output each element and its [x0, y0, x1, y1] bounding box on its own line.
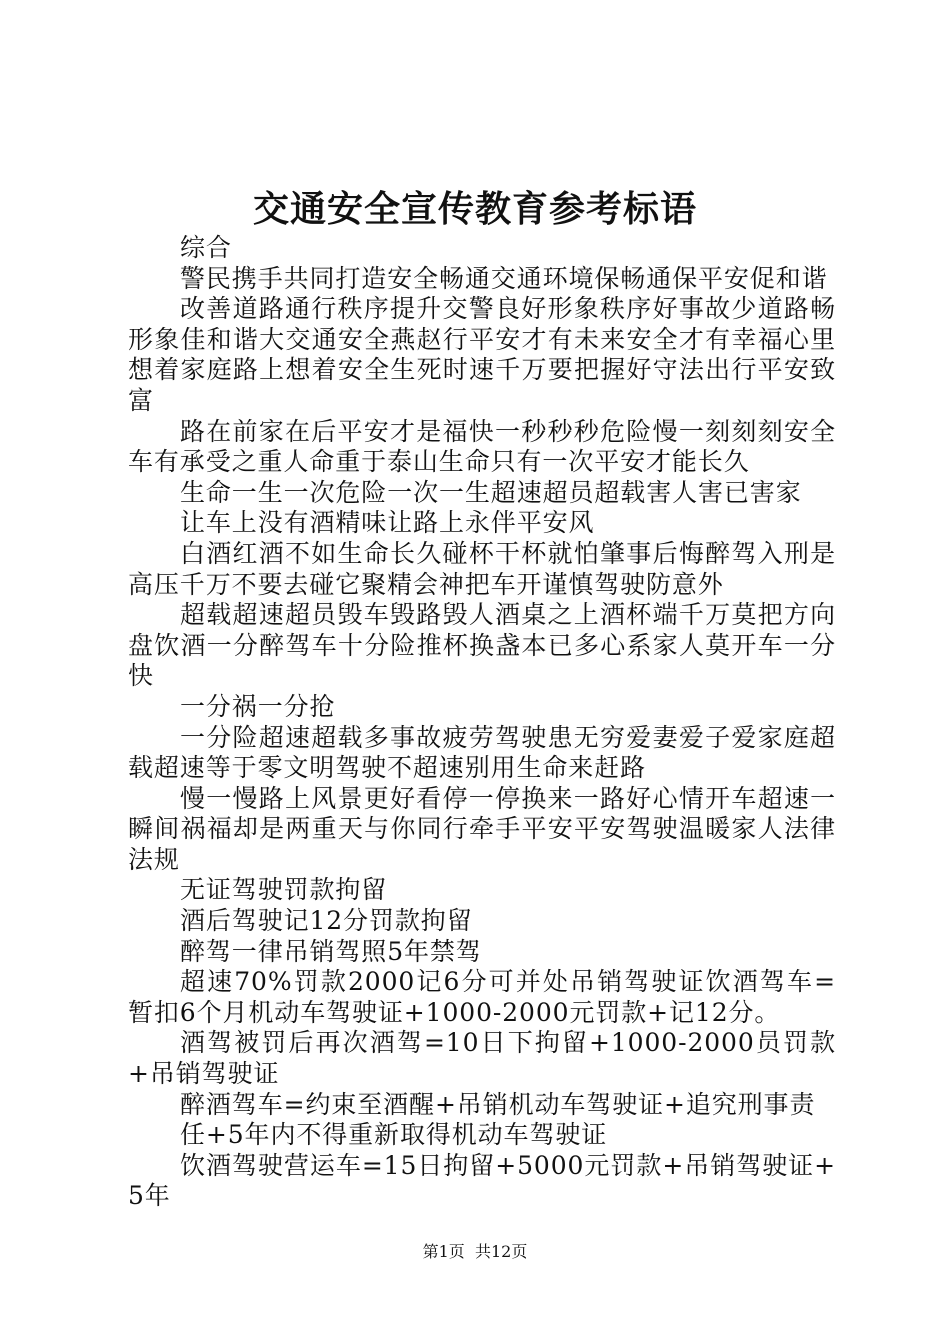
paragraph: 改善道路通行秩序提升交警良好形象秩序好事故少道路畅形象佳和谐大交通安全燕赵行平安才有未来安全才有幸福心里想着家庭路上想着安全生死时速千万要把握好守法出行平安致富	[128, 294, 836, 415]
paragraph: 酒驾被罚后再次酒驾=10日下拘留+1000-2000员罚款+吊销驾驶证	[128, 1028, 836, 1089]
page-total: 共12页	[474, 1242, 528, 1261]
paragraph: 超速70%罚款2000记6分可并处吊销驾驶证饮酒驾车=暂扣6个月机动车驾驶证+1000-2000元罚款+记12分。	[128, 967, 836, 1027]
paragraph: 让车上没有酒精味让路上永伴平安风	[180, 508, 595, 538]
paragraph: 一分险超速超载多事故疲劳驾驶患无穷爱妻爱子爱家庭超载超速等于零文明驾驶不超速别用生命来赶路	[128, 722, 836, 783]
paragraph: 酒后驾驶记12分罚款拘留	[180, 906, 473, 936]
paragraph: 无证驾驶罚款拘留	[180, 875, 388, 905]
paragraph: 醉酒驾车=约束至酒醒+吊销机动车驾驶证+追究刑事责	[180, 1089, 816, 1119]
paragraph: 白酒红酒不如生命长久碰杯干杯就怕肇事后悔醉驾入刑是高压千万不要去碰它聚精会神把车开谨慎驾驶防意外	[128, 538, 836, 599]
paragraph: 综合	[180, 233, 232, 262]
paragraph: 任+5年内不得重新取得机动车驾驶证	[180, 1120, 608, 1150]
page-footer	[0, 1242, 950, 1262]
paragraph: 生命一生一次危险一次一生超速超员超载害人害已害家	[180, 477, 802, 507]
paragraph: 饮酒驾驶营运车=15日拘留+5000元罚款+吊销驾驶证+5年	[128, 1150, 836, 1211]
paragraph: 警民携手共同打造安全畅通交通环境保畅通保平安促和谐	[180, 263, 828, 293]
document-body	[128, 233, 836, 1212]
paragraph: 路在前家在后平安才是福快一秒秒秒危险慢一刻刻刻安全车有承受之重人命重于泰山生命只有一次平安才能长久	[128, 416, 836, 477]
paragraph: 一分祸一分抢	[180, 691, 336, 721]
paragraph: 超载超速超员毁车毁路毁人酒桌之上酒杯端千万莫把方向盘饮酒一分醉驾车十分险推杯换盏本已多心系家人莫开车一分快	[128, 600, 836, 691]
paragraph: 慢一慢路上风景更好看停一停换来一路好心情开车超速一瞬间祸福却是两重天与你同行牵手平安平安驾驶温暖家人法律法规	[128, 783, 836, 874]
document-title: 交通安全宣传教育参考标语	[252, 188, 697, 230]
page-number: 第1页	[422, 1242, 465, 1261]
paragraph: 醉驾一律吊销驾照5年禁驾	[180, 936, 482, 966]
